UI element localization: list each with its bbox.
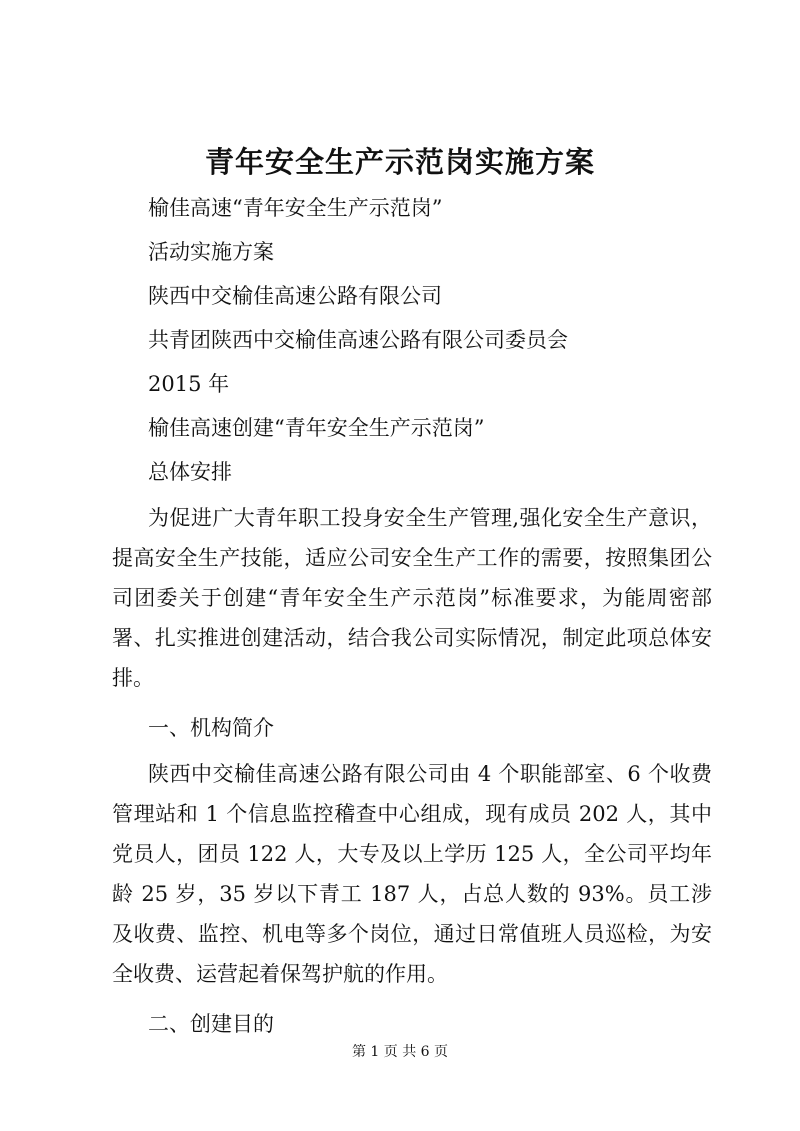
document-title: 青年安全生产示范岗实施方案	[204, 145, 595, 179]
plan-title-line: 榆佳高速创建“青年安全生产示范岗”	[148, 416, 485, 440]
year-line: 2015 年	[148, 372, 230, 396]
subtitle-line-1: 榆佳高速“青年安全生产示范岗”	[148, 196, 443, 220]
section-2-heading: 二、创建目的	[148, 1012, 274, 1036]
page-footer: 第 1 页 共 6 页	[351, 1044, 449, 1060]
subtitle-line-2: 活动实施方案	[148, 240, 274, 264]
document-body	[112, 186, 712, 1046]
section-1-heading: 一、机构简介	[148, 716, 274, 740]
company-name-line: 陕西中交榆佳高速公路有限公司	[148, 284, 442, 308]
section-1-paragraph: 陕西中交榆佳高速公路有限公司由 4 个职能部室、6 个收费管理站和 1 个信息监控稽查中心组成，现有成员 202 人，其中党员人，团员 122 人，大专及以上学历 125 人，全公司平均年龄 25 岁，35 岁以下青工 187 人，占总人数的 93%。员工涉及收费、监控、机电等多个岗位，通过日常值班人员巡检，为安全收费、运营起着保驾护航的作用。	[112, 762, 712, 986]
committee-name-line: 共青团陕西中交榆佳高速公路有限公司委员会	[148, 328, 568, 352]
overall-arrangement-line: 总体安排	[148, 460, 232, 484]
intro-paragraph: 为促进广大青年职工投身安全生产管理,强化安全生产意识，提高安全生产技能，适应公司安全生产工作的需要，按照集团公司团委关于创建“青年安全生产示范岗”标准要求，为能周密部署、扎实推进创建活动，结合我公司实际情况，制定此项总体安排。	[112, 506, 712, 690]
